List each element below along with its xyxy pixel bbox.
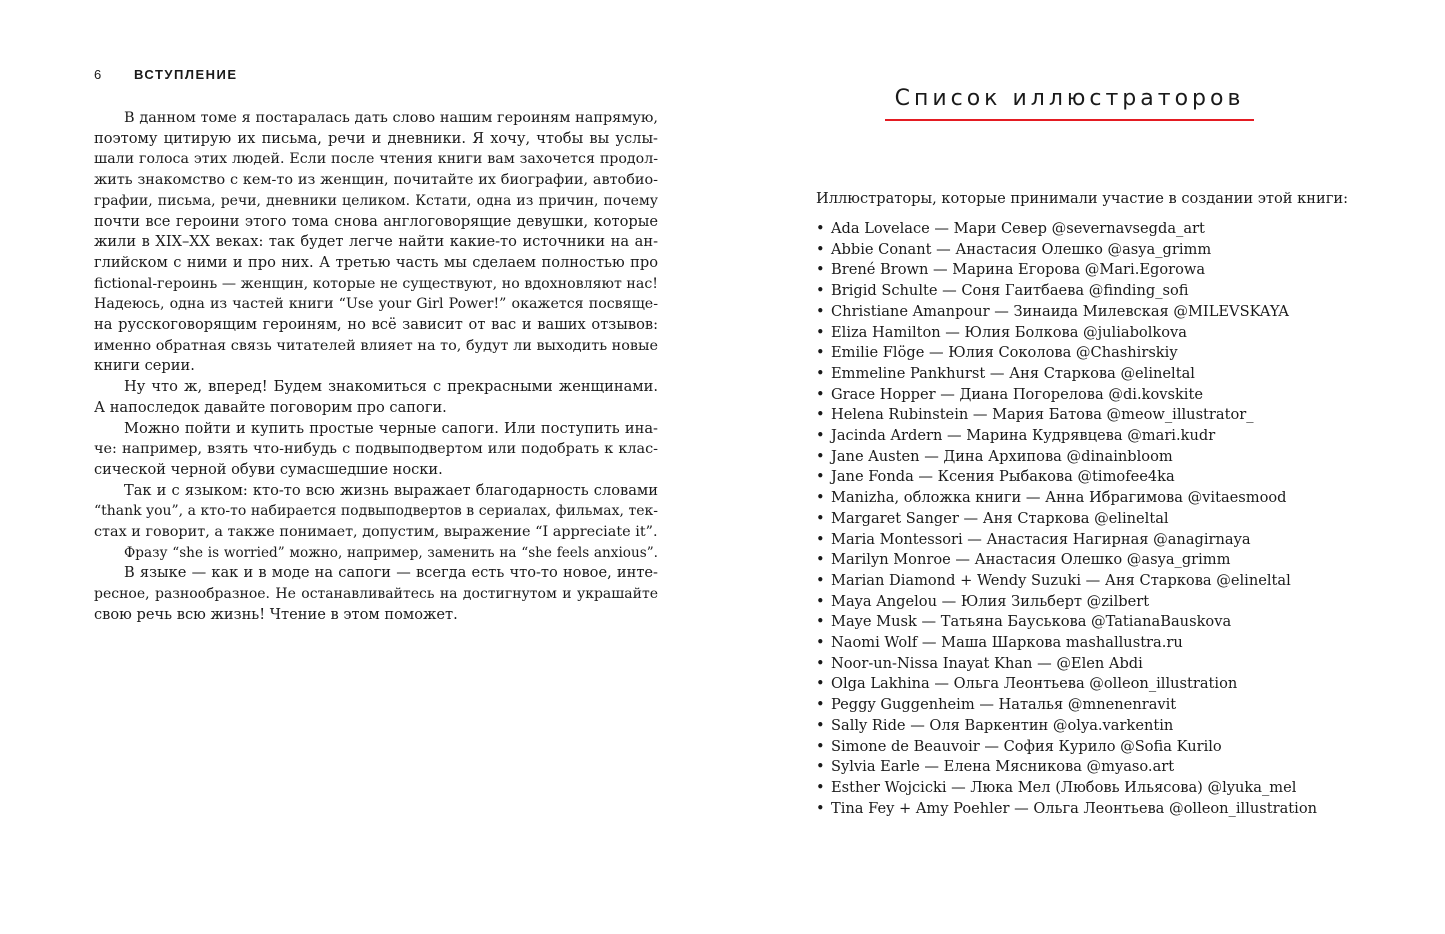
bullet-icon: • [816,240,825,258]
text-line: поэтому цитирую их письма, речи и дневники. Я хочу, чтобы вы услы- [94,129,658,147]
bullet-icon: • [816,447,825,465]
bullet-icon: • [816,364,825,382]
credit-item [816,467,1317,488]
text-line: ресное, разнообразное. Не останавливайтесь на достигнутом и украшайте [94,586,658,603]
bullet-icon: • [816,592,825,610]
bullet-icon: • [816,282,825,300]
credit-item [816,633,1317,654]
credit-text: Peggy Guggenheim — Наталья @mnenenravit [831,696,1177,714]
bullet-icon: • [816,799,825,817]
text-line: А напоследок давайте поговорим про сапоги. [94,398,447,416]
credit-item [816,550,1317,571]
bullet-icon: • [816,530,825,548]
credit-text: Ada Lovelace — Мари Север @severnavsegda_art [831,220,1205,237]
text-line: Так и с языком: кто-то всю жизнь выражает благодарность словами [124,481,658,499]
credit-item [816,260,1317,281]
text-line: графии, письма, речи, дневники целиком. Кстати, одна из причин, почему [94,192,658,209]
credit-item [816,385,1317,406]
credit-item [816,488,1317,509]
credit-text: Brigid Schulte — Соня Гаитбаева @finding_sofi [831,282,1189,300]
bullet-icon: • [816,758,825,776]
bullet-icon: • [816,675,825,693]
credit-item [816,592,1317,613]
credit-item [816,757,1317,778]
credit-text: Marilyn Monroe — Анастасия Олешко @asya_grimm [831,551,1231,569]
text-line: В языке — как и в моде на сапоги — всегда есть что-то новое, инте- [124,564,658,582]
credit-item [816,343,1317,364]
text-line: Фразу “she is worried” можно, например, заменить на “she feels anxious”. [124,544,658,561]
credit-item [816,281,1317,302]
illustrators-title: Список иллюстраторов [894,86,1245,111]
credit-item [816,571,1317,592]
credit-text: Manizha, обложка книги — Анна Ибрагимова @vitaesmood [831,489,1287,507]
text-line: че: например, взять что-нибудь с подвыподвертом или подобрать к клас- [94,441,658,458]
text-line: fictional-героинь — женщин, которые не существуют, но вдохновляют нас! [94,275,658,292]
text-line: глийском с ними и про них. А третью часть мы сделаем полностью про [94,253,658,271]
text-line: стах и говорит, а также понимает, допустим, выражение “I appreciate it”. [94,524,658,541]
text-line: именно обратная связь читателей влияет на то, будут ли выходить новые [94,337,658,354]
text-line: Надеюсь, одна из частей книги “Use your Girl Power!” окажется посвяще- [94,296,658,313]
illustrators-intro: Иллюстраторы, которые принимали участие в создании этой книги: [816,190,1349,207]
bullet-icon: • [816,302,825,320]
credit-item [816,447,1317,468]
bullet-icon: • [816,654,825,672]
credit-text: Maya Angelou — Юлия Зильберт @zilbert [831,592,1150,610]
bullet-icon: • [816,551,825,569]
credit-text: Olga Lakhina — Ольга Леонтьева @olleon_illustration [831,675,1238,693]
credit-item [816,240,1317,261]
credit-text: Esther Wojcicki — Люка Мел (Любовь Ильясова) @lyuka_mel [831,778,1297,796]
text-line: В данном томе я постаралась дать слово нашим героиням напрямую, [124,110,658,126]
credit-item [816,799,1317,820]
credit-text: Grace Hopper — Диана Погорелова @di.kovskite [831,385,1203,403]
credit-item [816,654,1317,675]
credit-text: Jane Fonda — Ксения Рыбакова @timofee4ka [831,468,1175,486]
credit-text: Noor-un-Nissa Inayat Khan — @Elen Abdi [831,654,1143,672]
bullet-icon: • [816,427,825,445]
intro-body-text [94,108,658,626]
credit-item [816,302,1317,323]
bullet-icon: • [816,613,825,631]
credit-text: Tina Fey + Amy Poehler — Ольга Леонтьева @olleon_illustration [831,799,1318,817]
section-label: ВСТУПЛЕНИЕ [134,67,238,82]
credit-item [816,219,1317,240]
credit-text: Jacinda Ardern — Марина Кудрявцева @mari.kudr [831,427,1216,445]
credit-item [816,612,1317,633]
credit-text: Emilie Flöge — Юлия Соколова @Chashirskiy [831,344,1178,362]
text-line: жили в XIX–XX веках: так будет легче найти какие-то источники на ан- [94,233,658,251]
credit-item [816,323,1317,344]
title-underline [885,119,1254,121]
credit-text: Abbie Conant — Анастасия Олешко @asya_grimm [831,240,1212,258]
bullet-icon: • [816,261,825,279]
credit-text: Brené Brown — Марина Егорова @Mari.Egorowa [831,261,1206,279]
text-line: свою речь всю жизнь! Чтение в этом поможет. [94,605,458,623]
credit-item [816,530,1317,551]
text-line: шали голоса этих людей. Если после чтения книги вам захочется продол- [94,151,658,168]
credit-item [816,509,1317,530]
credit-text: Helena Rubinstein — Мария Батова @meow_illustrator_ [831,406,1254,424]
bullet-icon: • [816,489,825,507]
text-line: почти все героини этого тома снова англоговорящие девушки, которые [94,212,658,230]
credit-text: Simone de Beauvoir — София Курило @Sofia Kurilo [831,737,1222,755]
credit-text: Christiane Amanpour — Зинаида Милевская @MILEVSKAYA [831,302,1289,320]
bullet-icon: • [816,509,825,527]
text-line: “thank you”, а кто-то набирается подвыподвертов в сериалах, фильмах, тек- [94,503,658,520]
bullet-icon: • [816,406,825,424]
credit-text: Naomi Wolf — Маша Шаркова mashallustra.ru [831,634,1183,652]
bullet-icon: • [816,696,825,714]
credit-item [816,405,1317,426]
illustrators-list [816,219,1317,819]
text-line: сической черной обуви сумасшедшие носки. [94,460,443,478]
credit-item [816,737,1317,758]
credit-item [816,695,1317,716]
bullet-icon: • [816,323,825,341]
credit-text: Marian Diamond + Wendy Suzuki — Аня Старкова @elineltal [831,571,1291,589]
credit-item [816,426,1317,447]
credit-text: Sally Ride — Оля Варкентин @olya.varkentin [831,716,1174,734]
bullet-icon: • [816,634,825,652]
text-line: книги серии. [94,357,195,375]
credit-item [816,364,1317,385]
bullet-icon: • [816,385,825,403]
credit-text: Margaret Sanger — Аня Старкова @elineltal [831,509,1169,527]
credit-text: Maria Montessori — Анастасия Нагирная @anagirnaya [831,530,1251,548]
bullet-icon: • [816,220,825,237]
credit-text: Eliza Hamilton — Юлия Болкова @juliabolkova [831,323,1187,341]
credit-item [816,716,1317,737]
bullet-icon: • [816,571,825,589]
bullet-icon: • [816,778,825,796]
bullet-icon: • [816,344,825,362]
bullet-icon: • [816,737,825,755]
credit-text: Maye Musk — Татьяна Бауськова @TatianaBauskova [831,613,1232,631]
text-line: Ну что ж, вперед! Будем знакомиться с прекрасными женщинами. [124,378,658,396]
credit-text: Sylvia Earle — Елена Мясникова @myaso.art [831,758,1175,776]
running-head [94,67,238,82]
credit-item [816,778,1317,799]
credit-text: Jane Austen — Дина Архипова @dinainbloom [831,447,1173,465]
text-line: на русскоговорящим героиням, но всё зависит от вас и ваших отзывов: [94,316,658,334]
page-number: 6 [94,67,102,82]
credit-text: Emmeline Pankhurst — Аня Старкова @elineltal [831,364,1195,382]
bullet-icon: • [816,468,825,486]
credit-item [816,674,1317,695]
text-line: Можно пойти и купить простые черные сапоги. Или поступить ина- [124,419,658,437]
text-line: жить знакомство с кем-то из женщин, почитайте их биографии, автобио- [94,172,658,189]
left-page [0,0,722,934]
bullet-icon: • [816,716,825,734]
